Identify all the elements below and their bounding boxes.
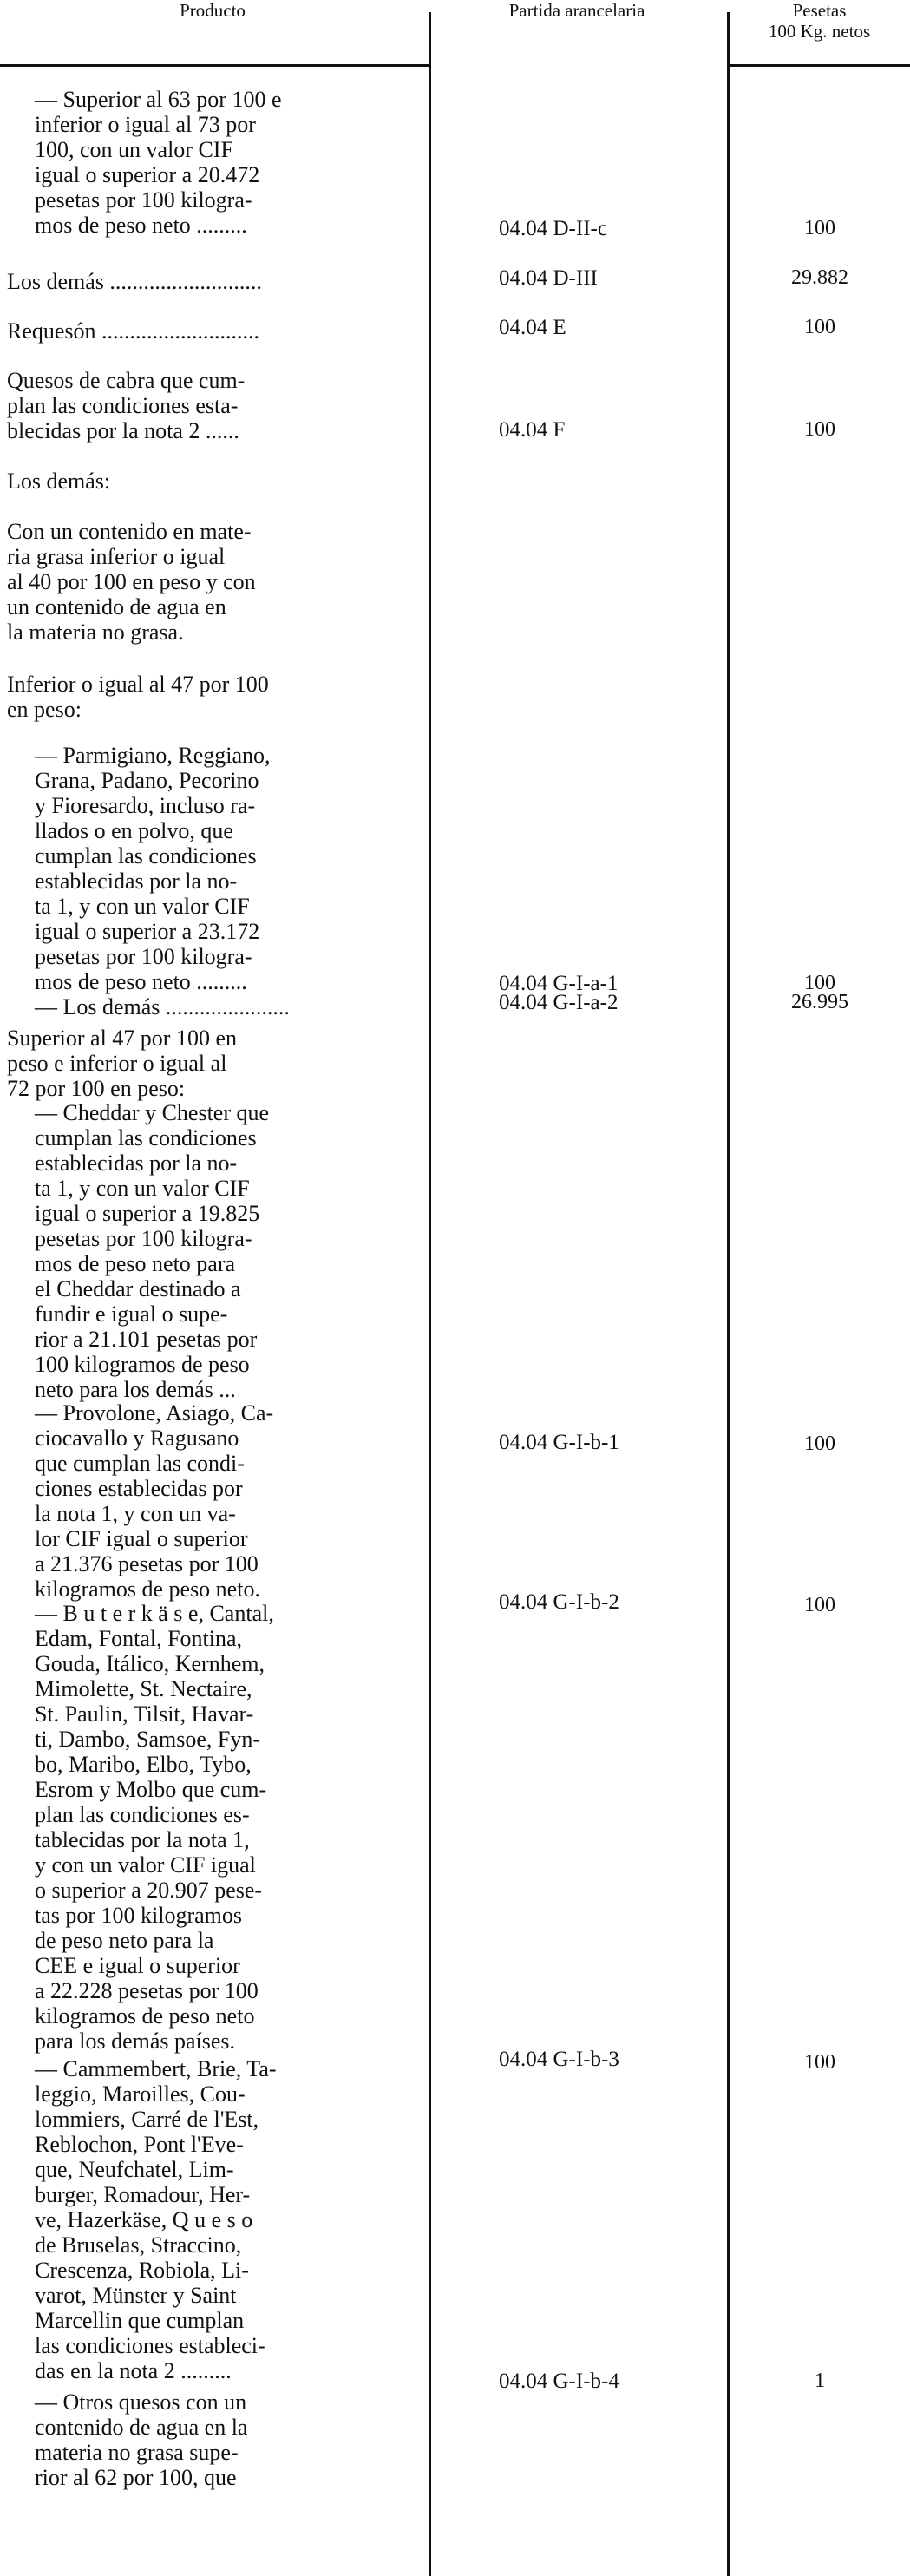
- text-line: — Provolone, Asiago, Ca-: [35, 1400, 274, 1426]
- text-line: y con un valor CIF igual: [35, 1852, 256, 1878]
- text-line: materia no grasa supe-: [35, 2440, 239, 2465]
- text-line: Con un contenido en mate-: [7, 519, 252, 544]
- header-partida: Partida arancelaria: [508, 0, 645, 21]
- header-pesetas: [729, 0, 910, 42]
- text-line: 100 kilogramos de peso: [35, 1352, 250, 1377]
- row-desc: [7, 368, 418, 443]
- text-line: a 21.376 pesetas por 100: [35, 1551, 259, 1576]
- text-line: kilogramos de peso neto.: [35, 1576, 260, 1602]
- text-line: cumplan las condiciones: [35, 1125, 257, 1150]
- text-line: que, Neufchatel, Lim-: [35, 2157, 234, 2182]
- text-line: 72 por 100 en peso:: [7, 1076, 186, 1101]
- text-line: que cumplan las condi-: [35, 1451, 245, 1476]
- text-line: a 22.228 pesetas por 100: [35, 1978, 259, 2003]
- row-price: 29.882: [791, 266, 848, 289]
- header-rule-right: [727, 64, 910, 67]
- text-line: — Cheddar y Chester que: [35, 1100, 270, 1125]
- row-price: 26.995: [791, 991, 848, 1013]
- text-line: rior a 21.101 pesetas por: [35, 1327, 258, 1352]
- text-line: plan las condiciones es-: [35, 1802, 250, 1827]
- text-line: fundir e igual o supe-: [35, 1301, 228, 1327]
- text-line: ve, Hazerkäse, Q u e s o: [35, 2207, 253, 2232]
- text-line: Quesos de cabra que cum-: [7, 368, 246, 393]
- row-price: 100: [804, 972, 835, 994]
- text-line: Reblochon, Pont l'Eve-: [35, 2132, 244, 2157]
- text-line: varot, Münster y Saint: [35, 2283, 237, 2308]
- text-line: igual o superior a 23.172: [35, 919, 260, 944]
- text-line: el Cheddar destinado a: [35, 1276, 241, 1301]
- row-desc: [35, 87, 418, 238]
- text-line: pesetas por 100 kilogra-: [35, 1226, 252, 1251]
- header-pesetas-label: Pesetas: [792, 0, 847, 21]
- text-line: Marcellin que cumplan: [35, 2308, 245, 2333]
- text-line: neto para los demás ...: [35, 1377, 236, 1402]
- row-price: 100: [804, 1594, 835, 1616]
- text-line: un contenido de agua en: [7, 594, 226, 619]
- text-line: y Fioresardo, incluso ra-: [35, 793, 256, 818]
- text-line: Superior al 47 por 100 en: [7, 1026, 238, 1051]
- row-desc: [7, 318, 418, 344]
- text-line: ti, Dambo, Samsoe, Fyn-: [35, 1727, 260, 1752]
- text-line: mos de peso neto para: [35, 1251, 236, 1276]
- text-line: tas por 100 kilogramos: [35, 1903, 243, 1928]
- text-line: St. Paulin, Tilsit, Havar-: [35, 1701, 254, 1727]
- text-line: pesetas por 100 kilogra-: [35, 944, 252, 969]
- row-desc: [7, 519, 418, 645]
- text-line: las condiciones estableci-: [35, 2333, 265, 2358]
- text-line: tablecidas por la nota 1,: [35, 1827, 250, 1852]
- text-line: kilogramos de peso neto: [35, 2003, 255, 2029]
- header-rule-left: [0, 64, 430, 67]
- text-line: pesetas por 100 kilogra-: [35, 187, 252, 213]
- text-line: para los demás países.: [35, 2029, 236, 2054]
- text-line: ria grasa inferior o igual: [7, 544, 226, 569]
- row-desc: [35, 1601, 418, 2054]
- row-desc: [35, 994, 418, 1019]
- text-line: Mimolette, St. Nectaire,: [35, 1676, 252, 1701]
- row-price: 100: [804, 316, 835, 338]
- row-code: 04.04 D-III: [499, 266, 598, 290]
- row-desc: [35, 2056, 418, 2383]
- row-price: 1: [815, 2370, 825, 2392]
- text-line: mos de peso neto .........: [35, 969, 247, 994]
- text-line: o superior a 20.907 pese-: [35, 1878, 263, 1903]
- text-line: — Los demás ......................: [35, 994, 290, 1019]
- text-line: burger, Romadour, Her-: [35, 2182, 251, 2207]
- row-price: 100: [804, 418, 835, 441]
- row-code: 04.04 F: [499, 418, 566, 442]
- text-line: leggio, Maroilles, Cou-: [35, 2081, 246, 2107]
- text-line: igual o superior a 20.472: [35, 162, 260, 187]
- text-line: — B u t e r k ä s e, Cantal,: [35, 1601, 274, 1626]
- column-divider-1: [429, 12, 431, 2576]
- text-line: 100, con un valor CIF: [35, 137, 233, 162]
- text-line: la nota 1, y con un va-: [35, 1501, 236, 1526]
- row-desc: [7, 1026, 418, 1101]
- row-code: 04.04 D-II-c: [499, 217, 607, 240]
- text-line: ta 1, y con un valor CIF: [35, 894, 250, 919]
- row-desc: [7, 469, 418, 494]
- row-code: 04.04 E: [499, 316, 566, 339]
- row-code: 04.04 G-I-b-3: [499, 2048, 619, 2071]
- row-desc: [7, 672, 418, 722]
- text-line: Los demás:: [7, 469, 111, 494]
- row-desc: [35, 1400, 418, 1602]
- text-line: igual o superior a 19.825: [35, 1201, 260, 1226]
- row-desc: [35, 1100, 418, 1402]
- text-line: mos de peso neto .........: [35, 213, 247, 238]
- header-unidad: 100 Kg. netos: [768, 21, 871, 42]
- column-divider-2: [727, 12, 730, 2576]
- text-line: Inferior o igual al 47 por 100: [7, 672, 269, 697]
- text-line: lommiers, Carré de l'Est,: [35, 2107, 259, 2132]
- text-line: inferior o igual al 73 por: [35, 112, 256, 137]
- text-line: Esrom y Molbo que cum-: [35, 1777, 267, 1802]
- text-line: Requesón ............................: [7, 318, 260, 344]
- text-line: das en la nota 2 .........: [35, 2358, 232, 2383]
- text-line: la materia no grasa.: [7, 619, 184, 645]
- row-desc: [7, 269, 418, 294]
- text-line: Grana, Padano, Pecorino: [35, 768, 259, 793]
- text-line: cumplan las condiciones: [35, 843, 257, 868]
- text-line: ta 1, y con un valor CIF: [35, 1176, 250, 1201]
- text-line: ciocavallo y Ragusano: [35, 1426, 239, 1451]
- text-line: — Parmigiano, Reggiano,: [35, 743, 271, 768]
- text-line: — Superior al 63 por 100 e: [35, 87, 282, 112]
- text-line: en peso:: [7, 697, 82, 722]
- text-line: blecidas por la nota 2 ......: [7, 418, 239, 443]
- row-price: 100: [804, 1432, 835, 1455]
- row-code: 04.04 G-I-b-2: [499, 1590, 619, 1614]
- text-line: contenido de agua en la: [35, 2415, 248, 2440]
- row-code: 04.04 G-I-a-2: [499, 991, 619, 1014]
- text-line: llados o en polvo, que: [35, 818, 233, 843]
- text-line: Crescenza, Robiola, Li-: [35, 2258, 249, 2283]
- row-code: 04.04 G-I-b-4: [499, 2370, 619, 2393]
- row-desc: [35, 2389, 418, 2490]
- text-line: — Otros quesos con un: [35, 2389, 247, 2415]
- text-line: Gouda, Itálico, Kernhem,: [35, 1651, 265, 1676]
- text-line: de peso neto para la: [35, 1928, 214, 1953]
- header-producto: Producto: [180, 0, 246, 21]
- text-line: CEE e igual o superior: [35, 1953, 240, 1978]
- text-line: lor CIF igual o superior: [35, 1526, 248, 1551]
- text-line: peso e inferior o igual al: [7, 1051, 227, 1076]
- text-line: Los demás ...........................: [7, 269, 262, 294]
- row-price: 100: [804, 2051, 835, 2074]
- text-line: al 40 por 100 en peso y con: [7, 569, 256, 594]
- row-price: 100: [804, 217, 835, 239]
- row-code: 04.04 G-I-b-1: [499, 1431, 619, 1454]
- text-line: — Cammembert, Brie, Ta-: [35, 2056, 277, 2081]
- text-line: de Bruselas, Straccino,: [35, 2232, 242, 2258]
- text-line: Edam, Fontal, Fontina,: [35, 1626, 243, 1651]
- text-line: plan las condiciones esta-: [7, 393, 239, 418]
- row-code: 04.04 G-I-a-1: [499, 972, 619, 995]
- text-line: bo, Maribo, Elbo, Tybo,: [35, 1752, 252, 1777]
- row-desc: [35, 743, 418, 994]
- text-line: ciones establecidas por: [35, 1476, 243, 1501]
- text-line: rior al 62 por 100, que: [35, 2465, 237, 2490]
- text-line: establecidas por la no-: [35, 868, 238, 894]
- text-line: establecidas por la no-: [35, 1150, 238, 1176]
